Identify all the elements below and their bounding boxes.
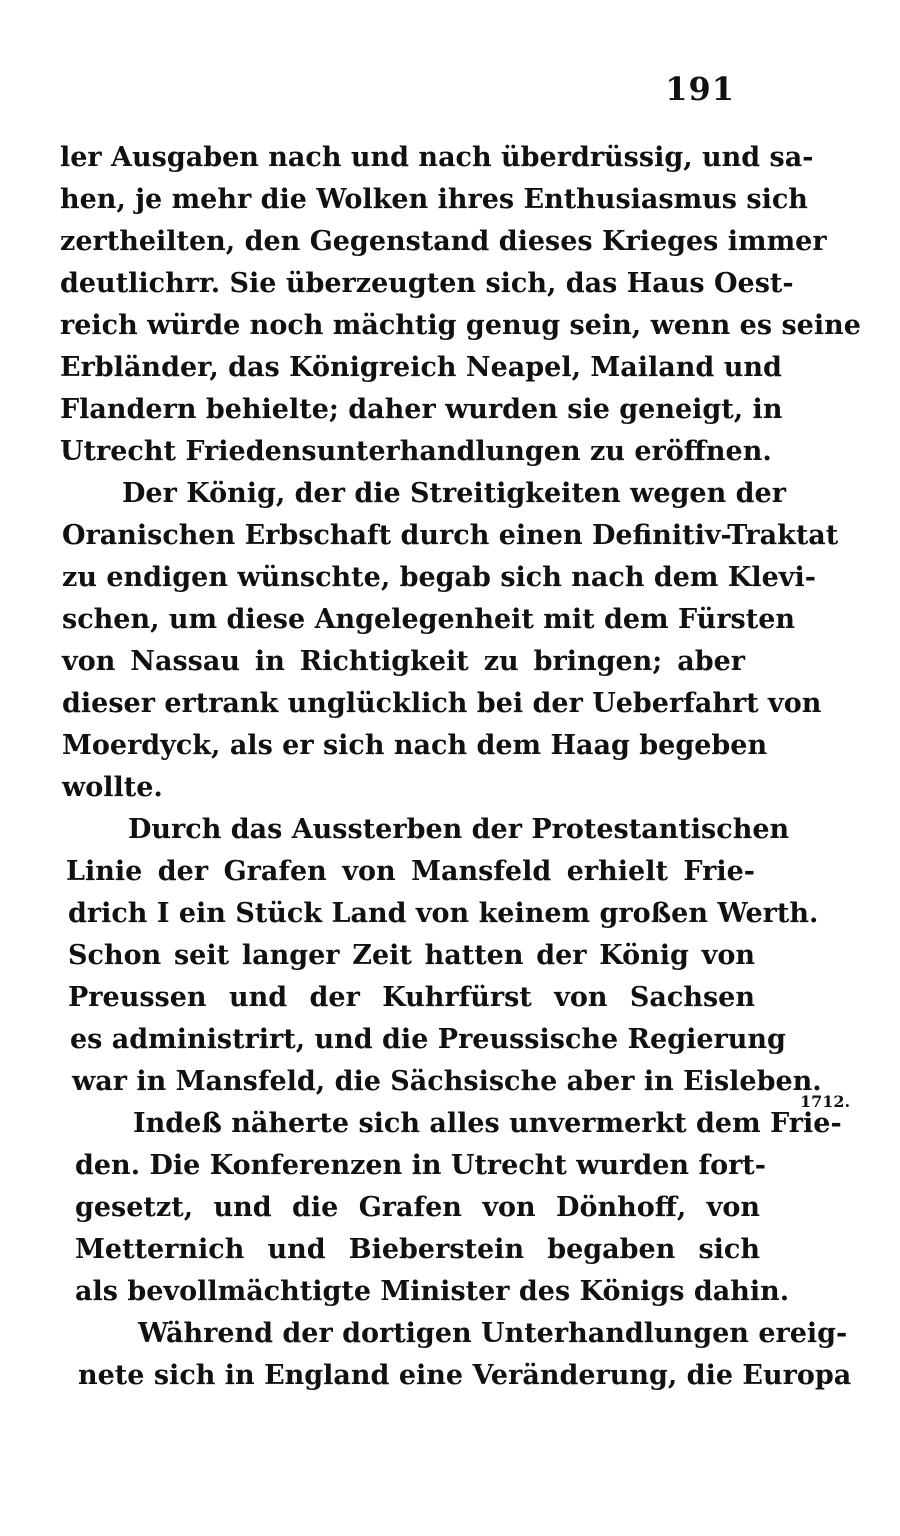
text-line: dieser ertrank unglücklich bei der Ueberfahrt von — [62, 688, 822, 719]
text-line: wollte. — [62, 772, 163, 803]
text-line: Indeß näherte sich alles unvermerkt dem Frie- — [133, 1108, 842, 1139]
text-line: hen, je mehr die Wolken ihres Enthusiasmus sich — [60, 184, 808, 215]
text-line: Utrecht Friedensunterhandlungen zu eröffnen. — [60, 436, 772, 467]
text-line: nete sich in England eine Veränderung, die Europa — [78, 1360, 852, 1391]
text-line: Preussen und der Kuhrfürst von Sachsen — [68, 982, 755, 1013]
text-line: drich I ein Stück Land von keinem großen Werth. — [68, 898, 819, 929]
text-line: den. Die Konferenzen in Utrecht wurden fort- — [75, 1150, 766, 1181]
text-line: zertheilten, den Gegenstand dieses Krieges immer — [60, 226, 827, 257]
text-line: Metternich und Bieberstein begaben sich — [75, 1234, 760, 1265]
text-line: Flandern behielte; daher wurden sie geneigt, in — [60, 394, 783, 425]
text-line: deutlichrr. Sie überzeugten sich, das Haus Oest- — [60, 268, 794, 299]
text-line: zu endigen wünschte, begab sich nach dem Klevi- — [62, 562, 816, 593]
text-line: war in Mansfeld, die Sächsische aber in Eisleben. — [72, 1066, 822, 1097]
margin-note-year: 1712. — [800, 1092, 851, 1111]
text-line: es administrirt, und die Preussische Regierung — [70, 1024, 786, 1055]
text-line: gesetzt, und die Grafen von Dönhoff, von — [75, 1192, 760, 1223]
text-line: Schon seit langer Zeit hatten der König von — [68, 940, 755, 971]
text-line: ler Ausgaben nach und nach überdrüssig, und sa- — [60, 142, 814, 173]
text-line: Linie der Grafen von Mansfeld erhielt Frie- — [66, 856, 755, 887]
text-line: von Nassau in Richtigkeit zu bringen; aber — [62, 646, 745, 677]
text-line: Erbländer, das Königreich Neapel, Mailand und — [60, 352, 782, 383]
text-line: Oranischen Erbschaft durch einen Definitiv-Traktat — [62, 520, 839, 551]
text-line: Der König, der die Streitigkeiten wegen der — [122, 478, 786, 509]
text-line: Durch das Aussterben der Protestantischen — [128, 814, 790, 845]
text-line: Während der dortigen Unterhandlungen ereig- — [138, 1318, 848, 1349]
text-line: reich würde noch mächtig genug sein, wenn es seine — [60, 310, 861, 341]
text-line: als bevollmächtigte Minister des Königs dahin. — [75, 1276, 790, 1307]
text-line: Moerdyck, als er sich nach dem Haag begeben — [62, 730, 768, 761]
page-number: 191 — [665, 70, 735, 108]
text-line: schen, um diese Angelegenheit mit dem Fürsten — [62, 604, 796, 635]
